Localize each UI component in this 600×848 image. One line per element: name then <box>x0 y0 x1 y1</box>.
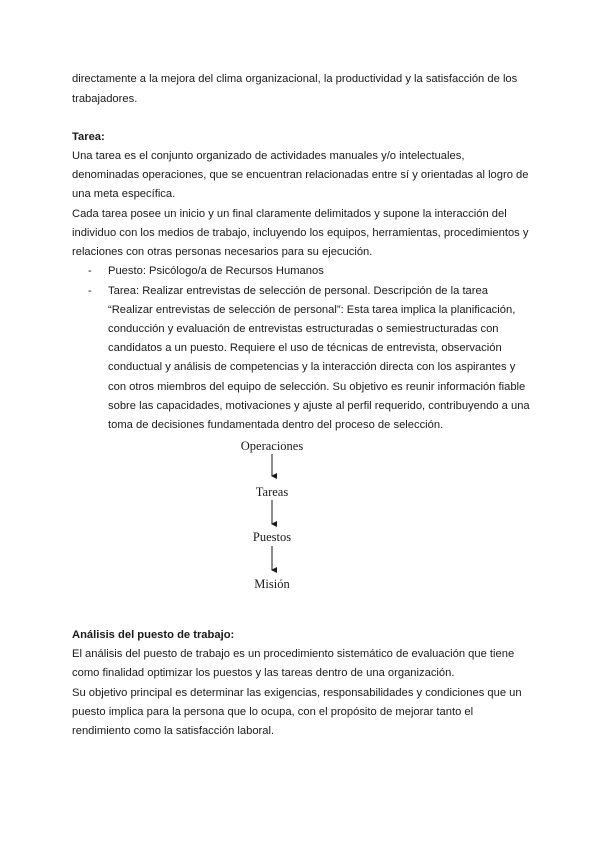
bullet-tarea-line: sobre las capacidades, motivaciones y ajuste al perfil requerido, contribuyendo a una <box>108 400 530 412</box>
analisis-para1-line: como finalidad optimizar los puestos y las tareas dentro de una organización. <box>72 667 455 679</box>
intro-line-1: directamente a la mejora del clima organizacional, la productividad y la satisfacción de los <box>72 73 518 85</box>
bullet-puesto: Puesto: Psicólogo/a de Recursos Humanos <box>108 265 324 277</box>
tarea-para2-line: individuo con los medios de trabajo, incluyendo los equipos, herramientas, procedimientos y <box>72 227 529 239</box>
bullet-marker: - <box>88 285 92 297</box>
bullet-marker: - <box>88 265 92 277</box>
section-heading-tarea: Tarea: <box>72 131 105 143</box>
analisis-para2-line: Su objetivo principal es determinar las exigencias, responsabilidades y condiciones que un <box>72 687 522 699</box>
diagram-node-operaciones: Operaciones <box>240 439 304 453</box>
bullet-tarea-line: conductual y análisis de competencias y la interacción directa con los aspirantes y <box>108 361 516 373</box>
bullet-tarea-line: toma de decisiones fundamentada dentro del proceso de selección. <box>108 419 444 431</box>
tarea-para2-line: relaciones con otras personas necesarios para su ejecución. <box>72 246 373 258</box>
analisis-para2-line: puesto implica para la persona que lo ocupa, con el propósito de mejorar tanto el <box>72 706 474 718</box>
tarea-para1-line: Una tarea es el conjunto organizado de actividades manuales y/o intelectuales, <box>72 150 465 162</box>
bullet-tarea-line: con otros miembros del equipo de selección. Su objetivo es reunir información fiable <box>108 381 526 393</box>
analisis-para1-line: El análisis del puesto de trabajo es un procedimiento sistemático de evaluación que tiene <box>72 648 515 660</box>
diagram-node-puestos: Puestos <box>252 530 292 544</box>
section-heading-analisis: Análisis del puesto de trabajo: <box>72 629 235 641</box>
analisis-para2-line: rendimiento como la satisfacción laboral. <box>72 725 275 737</box>
bullet-tarea-line: conducción y evaluación de entrevistas estructuradas o semiestructuradas con <box>108 323 499 335</box>
tarea-para1-line: una meta específica. <box>72 188 176 200</box>
diagram-node-tareas: Tareas <box>255 485 289 499</box>
intro-line-2: trabajadores. <box>72 93 138 105</box>
tarea-para2-line: Cada tarea posee un inicio y un final claramente delimitados y supone la interacción del <box>72 208 507 220</box>
hierarchy-diagram <box>228 436 318 596</box>
tarea-para1-line: denominadas operaciones, que se encuentran relacionadas entre sí y orientadas al logro de <box>72 169 529 181</box>
diagram-node-mision: Misión <box>254 577 290 591</box>
bullet-tarea-line: candidatos a un puesto. Requiere el uso de técnicas de entrevista, observación <box>108 342 502 354</box>
bullet-tarea-line: Tarea: Realizar entrevistas de selección de personal. Descripción de la tarea <box>108 285 488 297</box>
bullet-tarea-line: “Realizar entrevistas de selección de personal”: Esta tarea implica la planificación, <box>108 304 516 316</box>
